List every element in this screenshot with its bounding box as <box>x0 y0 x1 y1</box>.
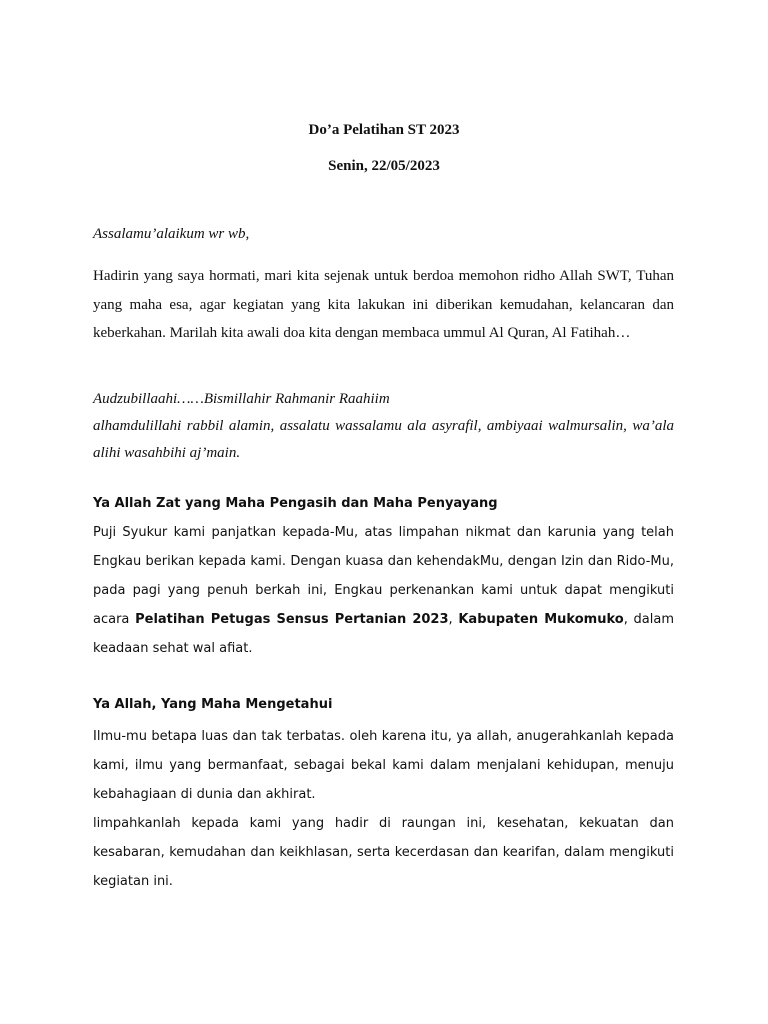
paragraph-closing-text: , dalam keadaan sehat wal afiat. <box>93 612 674 656</box>
location-name: Kabupaten Mukomuko <box>458 612 624 627</box>
event-name: Pelatihan Petugas Sensus Pertanian 2023 <box>135 612 449 627</box>
section-heading-1: Ya Allah Zat yang Maha Pengasih dan Maha Penyayang <box>93 496 498 511</box>
section-heading-2: Ya Allah, Yang Maha Mengetahui <box>93 697 333 712</box>
section-paragraph-1 <box>93 518 674 663</box>
paragraph-text: Puji Syukur kami panjatkan kepada-Mu, atas limpahan nikmat dan karunia yang telah Engkau berikan kepada kami. Dengan kuasa dan kehendakMu, dengan Izin dan Rido-Mu, pada pagi yang penuh berkah ini, Engkau perkenankan kami untuk dapat mengikuti acara <box>93 525 674 627</box>
separator-text: , <box>448 612 459 627</box>
document-date: Senin, 22/05/2023 <box>328 158 440 174</box>
section-paragraph-2: Ilmu-mu betapa luas dan tak terbatas. oleh karena itu, ya allah, anugerahkanlah kepada kami, ilmu yang bermanfaat, sebagai bekal kami dalam menjalani kehidupan, menuju kebahagiaan di dunia dan akhirat. <box>93 729 674 802</box>
greeting-text: Assalamu’alaikum wr wb, <box>93 226 250 242</box>
opening-prayer: alhamdulillahi rabbil alamin, assalatu wassalamu ala asyrafil, ambiyaai walmursalin, wa’ala alihi wasahbihi aj’main. <box>93 418 674 461</box>
opening-invocation: Audzubillaahi……Bismillahir Rahmanir Raahiim <box>93 391 390 407</box>
document-title: Do’a Pelatihan ST 2023 <box>308 122 460 138</box>
intro-paragraph: Hadirin yang saya hormati, mari kita sejenak untuk berdoa memohon ridho Allah SWT, Tuhan yang maha esa, agar kegiatan yang kita lakukan ini diberikan kemudahan, kelancaran dan keberkahan. Marilah kita awali doa kita dengan membaca ummul Al Quran, Al Fatihah… <box>93 268 674 341</box>
section-paragraph-3: limpahkanlah kepada kami yang hadir di raungan ini, kesehatan, kekuatan dan kesabaran, kemudahan dan keikhlasan, serta kecerdasan dan kearifan, dalam mengikuti kegiatan ini. <box>93 816 674 889</box>
